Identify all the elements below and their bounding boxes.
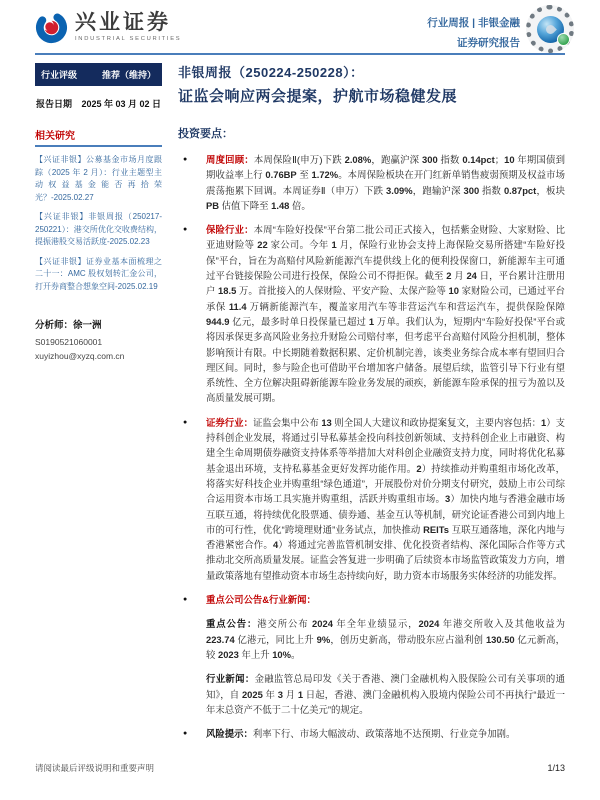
report-date-label: 报告日期 bbox=[36, 99, 73, 109]
bullet-dot-icon: ● bbox=[183, 596, 188, 604]
investment-highlights-title: 投资要点： bbox=[178, 128, 233, 140]
bullet-sub-paragraph bbox=[206, 671, 565, 717]
report-title-line2: 证监会响应两会提案，护航市场稳健发展 bbox=[178, 88, 458, 105]
analyst-email[interactable]: xuyizhou@xyzq.com.cn bbox=[35, 351, 125, 361]
report-date-value: 2025 年 03 月 02 日 bbox=[81, 99, 161, 109]
bullet-label: 周度回顾： bbox=[206, 154, 254, 165]
bullet-item bbox=[178, 152, 565, 213]
related-research-title: 相关研究 bbox=[35, 127, 162, 147]
related-research-item[interactable]: 【兴证非银】证券业基本面梳理之二十一：AMC 股权划转汇金公司，打开券商整合想象空间-2025.02.19 bbox=[35, 256, 162, 291]
bullet-text: 证监会集中公布 13 则全国人大建议和政协提案复文，主要内容包括：1）支持科创企业发展，将通过引导私募基金投向科技创新领域、支持科创企业上市融资、构建全生命周期债券融资支持体系等举措加大对科创企业融资支持力度，同时将优化私募基金退出环境，支持私募基金更好发挥功能作用。2）持续推动并购重组市场化改革，将落实好科技企业并购重组“绿色通道”，开展股份对价分期支付研究，鼓励上市公司综合运用资本市场工具实施并购重组，活跃并购重组市场。3）加快内地与香港金融市场互联互通，将持续优化股票通、债券通、基金互认等机制，研究论证香港公司到内地上市的可行性，优化“跨境理财通”业务试点，加快推动 REITs 互联互通落地，深化内地与香港紧密合作。4）将通过完善监管机制安排、优化投资者结构、深化国际合作等方式推动北交所高质量发展。证监会答复进一步明确了后续资本市场监管政策发力方向，增量政策落地有望推动资本市场生态持续向好，助力资本市场服务实体经济的功能发挥。 bbox=[206, 416, 566, 581]
rating-value: 推荐（维持） bbox=[101, 70, 156, 80]
bullet-item bbox=[178, 592, 565, 717]
bullet-label: 重点公司公告&行业新闻： bbox=[206, 594, 316, 606]
bullet-list bbox=[178, 152, 565, 741]
report-date-row bbox=[35, 97, 162, 110]
sub-paragraph-text: 港交所公布 2024 年全年业绩显示，2024 年港交所收入及其他收益为 223.74 亿港元，同比上升 9%，创历史新高，带动股东应占溢利创 130.50 亿元新高，较 2023 年上升 10%。 bbox=[206, 618, 565, 660]
sub-paragraph-label: 重点公告： bbox=[206, 618, 258, 630]
bullet-item bbox=[178, 726, 565, 741]
sub-paragraph-text: 金融监管总局印发《关于香港、澳门金融机构入股保险公司有关事项的通知》，自 2025 年 3 月 1 日起，香港、澳门金融机构入股境内保险公司不再执行“最近一年末总资产不低于二十亿美元”的规定。 bbox=[206, 673, 565, 715]
brand-name-en: INDUSTRIAL SECURITIES bbox=[75, 36, 182, 42]
seal-badge-icon bbox=[557, 33, 570, 46]
bullet-label: 保险行业： bbox=[206, 224, 254, 236]
bullet-text: 本周“车险好投保”平台第二批公司正式接入，包括紫金财险、大家财险、比亚迪财险等 22 家公司。今年 1 月，保险行业协会支持上海保险交易所搭建“车险好投保”平台，旨在为高赔付风险新能源汽车提供线上化的便利投保窗口，新能源车主可通过平台链接保险公司进行投保，保险公司不得拒保。截至 2 月 24 日，平台累计注册用户 18.5 万。首批接入的人保财险、平安产险、太保产险等 10 家财险公司，已通过平台承保 11.4 万辆新能源汽车，覆盖家用汽车等非营运汽车和营运汽车，提供保险保障 944.9 亿元，最多时单日投保量已超过 1 万单。我们认为，短期内“车险好投保”平台或将因承保更多高风险业务拉升财险公司赔付率，但考虑平台高赔付风险分担机制，整体影响预计有限。中长期随着数据积累、定价机制完善，该类业务综合成本率有望回归合理区间。同时，参与险企也可借助平台增加客户储备。展望后续，监管引导下行业有望系统性、全方位解决阻碍新能源车险业务发展的顽疾，新能源车险承保的扭亏为盈以及高质量发展可期。 bbox=[206, 224, 566, 404]
official-seal-icon bbox=[526, 5, 574, 53]
bullet-body bbox=[206, 415, 565, 583]
related-list bbox=[35, 154, 162, 293]
bullet-dot-icon: ● bbox=[183, 730, 188, 738]
analyst-name: 分析师：徐一洲 bbox=[35, 320, 102, 331]
sub-paragraph-label: 行业新闻： bbox=[206, 673, 255, 685]
rating-label: 行业评级 bbox=[41, 70, 78, 80]
bullet-body bbox=[206, 592, 565, 717]
bullet-dot-icon: ● bbox=[183, 226, 188, 234]
report-title-line1: 非银周报（250224-250228）： bbox=[178, 65, 364, 80]
industry-rating-box bbox=[35, 63, 162, 86]
report-series: 行业周报 | 非银金融 bbox=[427, 17, 520, 29]
brand bbox=[35, 11, 181, 44]
brand-name-cn: 兴业证券 bbox=[75, 11, 171, 34]
bullet-text: 本周保险Ⅱ(申万)下跌 2.08%，跑赢沪深 300 指数 0.14pct；10 年期国债到期收益率上行 0.76BP 至 1.72%。本周保险板块在开门红新单销售疲弱预期及权益市场震荡拖累下回调。本周证券Ⅱ（申万）下跌 3.09%，跑输沪深 300 指数 0.87pct，板块 PB 估值下降至 1.48 倍。 bbox=[206, 154, 565, 211]
header-divider bbox=[35, 53, 565, 55]
bullet-label: 证券行业： bbox=[206, 416, 253, 428]
main-content bbox=[178, 62, 565, 750]
related-research-item[interactable]: 【兴证非银】公募基金市场月度跟踪（2025 年 2 月）：行业主题型主动权益基金能否再拾荣光？-2025.02.27 bbox=[35, 155, 162, 202]
sidebar bbox=[35, 63, 162, 361]
bullet-dot-icon: ● bbox=[183, 418, 188, 426]
bullet-body bbox=[206, 222, 565, 406]
brand-text bbox=[75, 11, 181, 42]
bullet-body bbox=[206, 152, 565, 213]
bullet-text: 利率下行、市场大幅波动、政策落地不达预期、行业竞争加剧。 bbox=[252, 728, 516, 740]
page-footer bbox=[35, 762, 565, 774]
bullet-item bbox=[178, 222, 565, 406]
header-meta bbox=[427, 15, 520, 50]
bullet-sub-paragraph bbox=[206, 616, 565, 662]
bullet-body bbox=[206, 726, 565, 741]
brand-logo-icon bbox=[35, 11, 68, 44]
related-research-item[interactable]: 【兴证非银】非银周报（250217-250221）：港交所优化交收费结构，提振港股交易活跃度-2025.02.23 bbox=[35, 212, 162, 246]
report-doc-type: 证券研究报告 bbox=[457, 37, 520, 49]
page-number: 1/13 bbox=[547, 763, 565, 773]
bullet-item bbox=[178, 415, 565, 583]
analyst-block bbox=[35, 317, 162, 361]
bullet-dot-icon: ● bbox=[183, 156, 188, 163]
bullet-label: 风险提示： bbox=[206, 728, 253, 740]
analyst-license-number: S0190521060001 bbox=[35, 337, 103, 347]
disclaimer-note: 请阅读最后评级说明和重要声明 bbox=[35, 763, 155, 773]
